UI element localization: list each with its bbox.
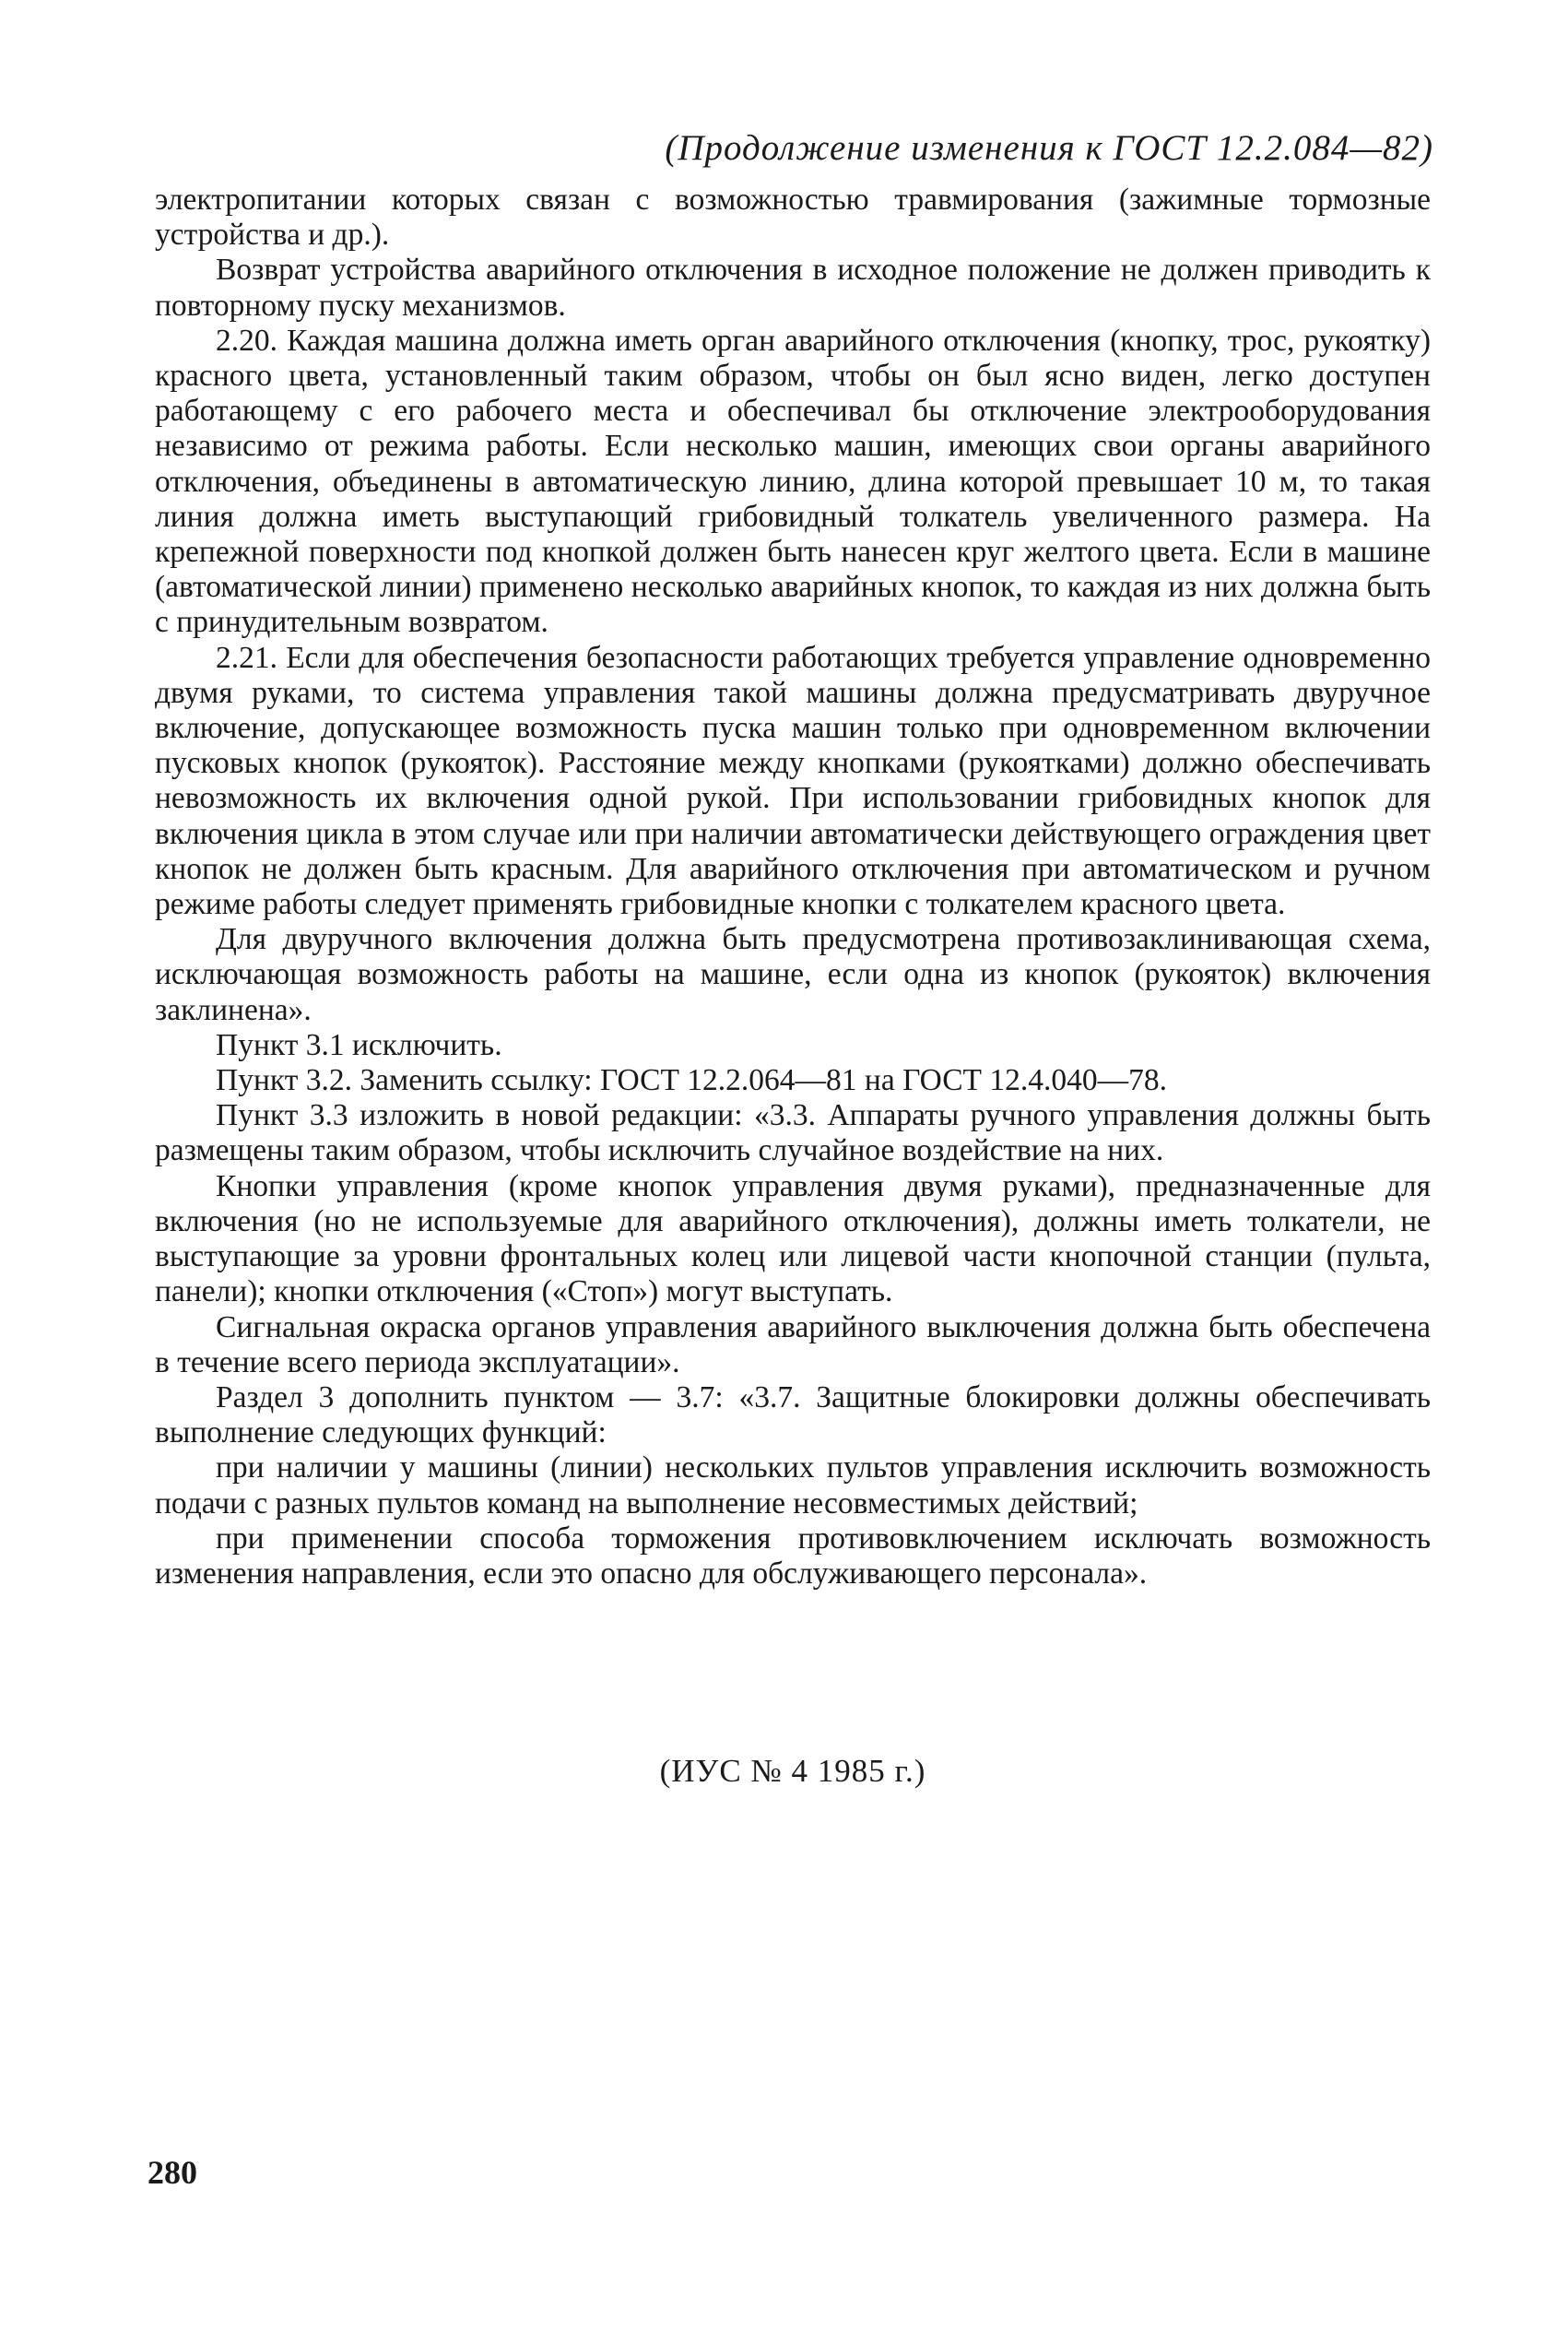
paragraph: при применении способа торможения противовключением исключать возможность изменения направления, если это опасно для обслуживающего персонала». — [155, 1520, 1431, 1591]
paragraph: Сигнальная окраска органов управления аварийного выключения должна быть обеспечена в течение всего периода эксплуатации». — [155, 1309, 1431, 1379]
paragraph: Пункт 3.2. Заменить ссылку: ГОСТ 12.2.064—81 на ГОСТ 12.4.040—78. — [216, 1063, 1168, 1098]
paragraph: электропитании которых связан с возможностью травмирования (зажимные тормозные устройства и др.). — [155, 183, 1431, 253]
paragraph: Для двуручного включения должна быть предусмотрена противозаклинивающая схема, исключающая возможность работы на машине, если одна из кнопок (рукояток) включения заклинена». — [155, 922, 1431, 1027]
page-number: 280 — [147, 2154, 197, 2191]
paragraph: при наличии у машины (линии) нескольких пультов управления исключить возможность подачи с разных пультов команд на выполнение несовместимых действий; — [155, 1450, 1431, 1520]
paragraph: Кнопки управления (кроме кнопок управления двумя руками), предназначенные для включения (но не используемые для аварийного отключения), должны иметь толкатели, не выступающие за уровни фронтальных колец или лицевой части кнопочной станции (пульта, панели); кнопки отключения («Стоп») могут выступать. — [155, 1168, 1431, 1309]
paragraph: Возврат устройства аварийного отключения в исходное положение не должен приводить к повторному пуску механизмов. — [155, 253, 1431, 323]
paragraph: 2.20. Каждая машина должна иметь орган аварийного отключения (кнопку, трос, рукоятку) красного цвета, установленный таким образом, чтобы он был ясно виден, легко доступен работающему с его рабочего места и обеспечивал бы отключение электрооборудования независимо от режима работы. Если несколько машин, имеющих свои органы аварийного отключения, объединены в автоматическую линию, длина которой превышает 10 м, то такая линия должна иметь выступающий грибовидный толкатель увеличенного размера. На крепежной поверхности под кнопкой должен быть нанесен круг желтого цвета. Если в машине (автоматической линии) применено несколько аварийных кнопок, то каждая из них должна быть с принудительным возвратом. — [155, 323, 1431, 640]
page-header: (Продолжение изменения к ГОСТ 12.2.084—82) — [665, 128, 1433, 168]
paragraph: Пункт 3.1 исключить. — [216, 1027, 502, 1062]
source-reference: (ИУС № 4 1985 г.) — [659, 1753, 926, 1789]
paragraph: 2.21. Если для обеспечения безопасности работающих требуется управление одновременно двумя руками, то система управления такой машины должна предусматривать двуручное включение, допускающее возможность пуска машин только при одновременном включении пусковых кнопок (рукояток). Расстояние между кнопками (рукоятками) должно обеспечивать невозможность их включения одной рукой. При использовании грибовидных кнопок для включения цикла в этом случае или при наличии автоматически действующего ограждения цвет кнопок не должен быть красным. Для аварийного отключения при автоматическом и ручном режиме работы следует применять грибовидные кнопки с толкателем красного цвета. — [155, 640, 1431, 922]
document-body — [155, 183, 1431, 1591]
paragraph: Раздел 3 дополнить пунктом — 3.7: «3.7. Защитные блокировки должны обеспечивать выполнение следующих функций: — [155, 1379, 1431, 1450]
paragraph: Пункт 3.3 изложить в новой редакции: «3.3. Аппараты ручного управления должны быть размещены таким образом, чтобы исключить случайное воздействие на них. — [155, 1098, 1431, 1168]
